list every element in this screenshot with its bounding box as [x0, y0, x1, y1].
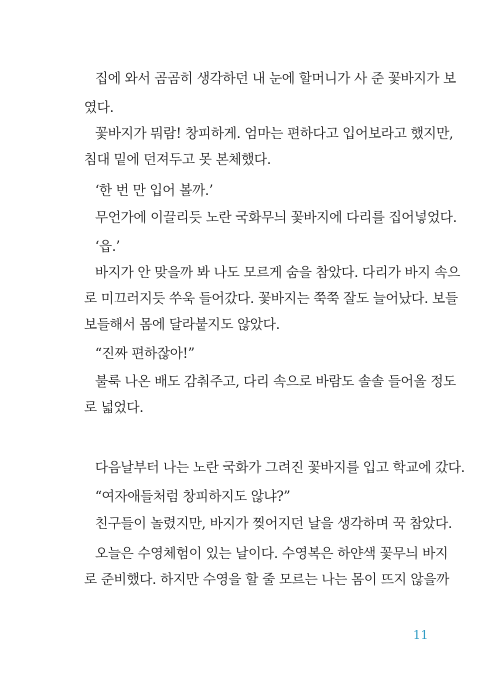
- paragraph-line: 로 넓었다.: [84, 400, 144, 416]
- paragraph-line: 친구들이 놀렸지만, 바지가 찢어지던 날을 생각하며 꾹 참았다.: [95, 516, 452, 532]
- paragraph-line: 침대 밑에 던져두고 못 본체했다.: [84, 152, 271, 168]
- thought-line: ‘읍.’: [95, 239, 120, 255]
- paragraph-line: 집에 와서 곰곰히 생각하던 내 눈에 할머니가 사 준 꽃바지가 보: [95, 71, 456, 87]
- paragraph-line: 로 미끄러지듯 쑤욱 들어갔다. 꽃바지는 쭉쭉 잘도 늘어났다. 보들: [84, 291, 458, 307]
- dialogue-line: “여자애들처럼 창피하지도 않냐?”: [95, 489, 291, 505]
- paragraph-line: 무언가에 이끌리듯 노란 국화무늬 꽃바지에 다리를 집어넣었다.: [95, 210, 457, 226]
- thought-line: ‘한 번 만 입어 볼까.’: [95, 183, 213, 199]
- paragraph-line: 로 준비했다. 하지만 수영을 할 줄 모르는 나는 몸이 뜨지 않을까: [84, 572, 450, 588]
- dialogue-line: “진짜 편하잖아!”: [95, 346, 195, 362]
- paragraph-line: 였다.: [84, 100, 114, 116]
- paragraph-line: 보들해서 몸에 달라붙지도 않았다.: [84, 317, 280, 333]
- paragraph-line: 오늘은 수영체험이 있는 날이다. 수영복은 하얀색 꽃무늬 바지: [95, 546, 448, 562]
- paragraph-line: 꽃바지가 뭐람! 창피하게. 엄마는 편하다고 입어보라고 했지만,: [95, 126, 454, 142]
- paragraph-line: 바지가 안 맞을까 봐 나도 모르게 숨을 참았다. 다리가 바지 속으: [95, 265, 461, 281]
- page-number: 11: [413, 628, 429, 642]
- paragraph-line: 불룩 나온 배도 감춰주고, 다리 속으로 바람도 솔솔 들어올 정도: [95, 374, 456, 390]
- paragraph-line: 다음날부터 나는 노란 국화가 그려진 꽃바지를 입고 학교에 갔다.: [95, 460, 465, 476]
